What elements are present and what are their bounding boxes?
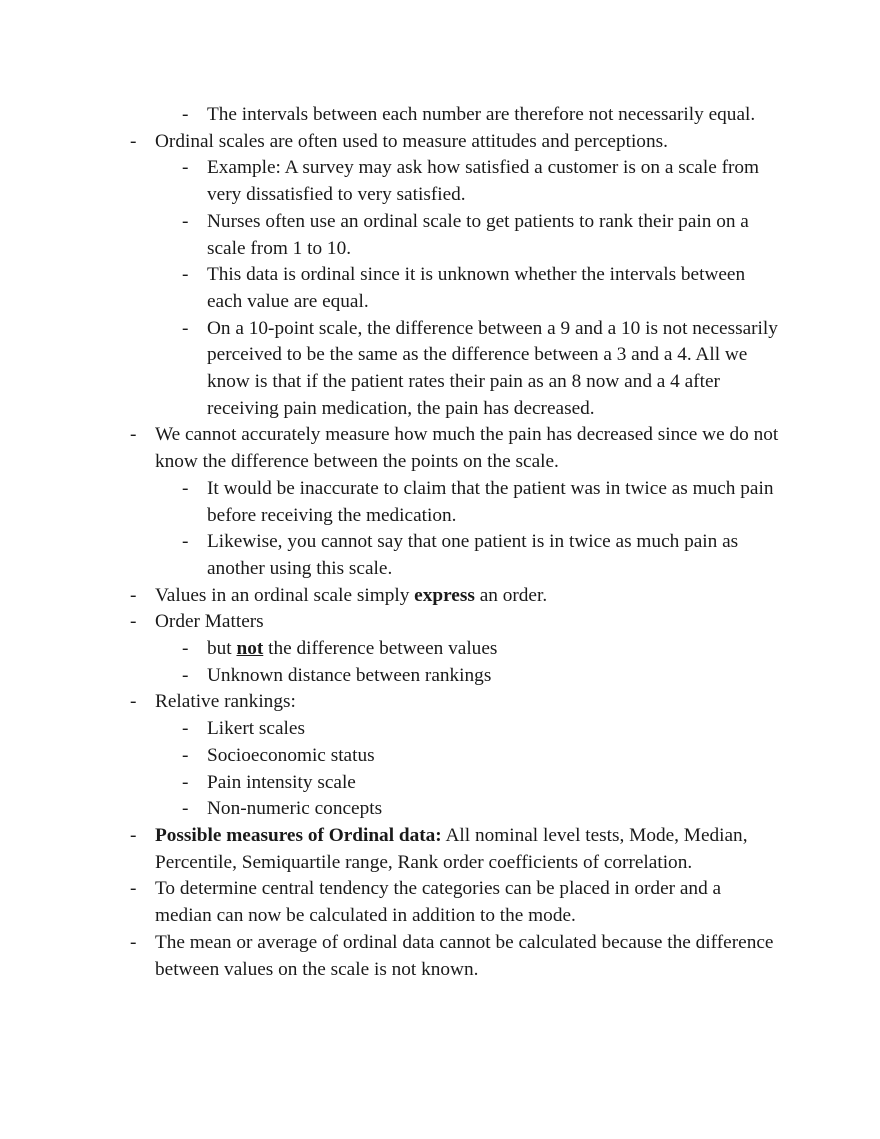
bullet-dash: - [130,931,137,953]
item-text-post: an order. [474,584,548,606]
item-text: It would be inaccurate to claim that the patient was in twice as much pain before receiving the medication. [207,477,774,526]
item-text-post: the difference between values [263,638,498,660]
bullet-dash: - [182,317,189,339]
item-text: The intervals between each number are therefore not necessarily equal. [207,104,756,125]
item-text: Nurses often use an ordinal scale to get patients to rank their pain on a scale from 1 to 10. [207,210,749,259]
item-text: Example: A survey may ask how satisfied a customer is on a scale from very dissatisfied to very satisfied. [207,157,760,206]
item-text: Order Matters [155,611,264,633]
list-item [130,823,780,876]
bullet-dash: - [182,638,189,660]
item-text: Pain intensity scale [207,771,356,793]
item-text: Ordinal scales are often used to measure attitudes and perceptions. [155,130,668,152]
list-item [130,583,780,610]
list-item [182,796,780,823]
item-text-bold-lead: Possible measures of Ordinal data: [155,824,442,846]
list-item [130,689,780,716]
item-text-post: All nominal level tests, Mode, Median, Percentile, Semiquartile range, Rank order coefficients of correlation. [155,824,748,873]
list-item [130,930,780,983]
list-item [182,770,780,797]
bullet-dash: - [130,424,137,446]
bullet-dash: - [130,130,137,152]
item-text: Relative rankings: [155,691,296,713]
item-text: To determine central tendency the categories can be placed in order and a median can now be calculated in addition to the mode. [155,878,722,927]
bullet-dash: - [182,531,189,553]
item-text-pre: Values in an ordinal scale simply [155,584,415,606]
list-item [182,663,780,690]
list-item [182,529,780,582]
bullet-dash: - [130,691,137,713]
list-item [130,609,780,636]
item-text: Unknown distance between rankings [207,664,492,686]
bullet-dash: - [182,477,189,499]
item-text: Non-numeric concepts [207,798,383,820]
bullet-dash: - [182,744,189,766]
item-text: We cannot accurately measure how much the pain has decreased since we do not know the difference between the points on the scale. [155,424,779,473]
item-text: The mean or average of ordinal data cannot be calculated because the difference between values on the scale is not known. [155,931,774,980]
list-item [130,422,780,475]
list-item [182,743,780,770]
list-item [182,262,780,315]
document-page [0,102,880,983]
bullet-dash: - [130,824,137,846]
list-item [182,716,780,743]
bullet-dash: - [182,157,189,179]
list-item [182,476,780,529]
item-text: On a 10-point scale, the difference between a 9 and a 10 is not necessarily perceived to be the same as the difference between a 3 and a 4. All we know is that if the patient rates their pain as an 8 now and a 4 after receiving pain medication, the pain has decreased. [207,317,778,419]
list-item [182,209,780,262]
bullet-dash: - [182,771,189,793]
bullet-dash: - [182,718,189,740]
bullet-dash: - [130,584,137,606]
list-item [182,155,780,208]
bullet-dash: - [182,210,189,232]
bullet-dash: - [182,664,189,686]
list-item [182,316,780,423]
item-text-bold: express [414,584,475,606]
item-text: Socioeconomic status [207,744,375,766]
item-text: This data is ordinal since it is unknown whether the intervals between each value are equal. [207,264,746,312]
list-item [182,102,780,129]
list-item [182,636,780,663]
item-text-pre: but [207,638,237,660]
item-text: Likert scales [207,718,305,740]
list-item [130,129,780,156]
bullet-dash: - [182,104,189,125]
item-text: Likewise, you cannot say that one patient is in twice as much pain as another using this scale. [207,531,739,579]
list-item [130,876,780,929]
item-text-bold-underline: not [236,638,264,660]
bullet-dash: - [182,264,189,286]
bullet-dash: - [130,878,137,900]
bullet-dash: - [130,611,137,633]
bullet-dash: - [182,798,189,820]
